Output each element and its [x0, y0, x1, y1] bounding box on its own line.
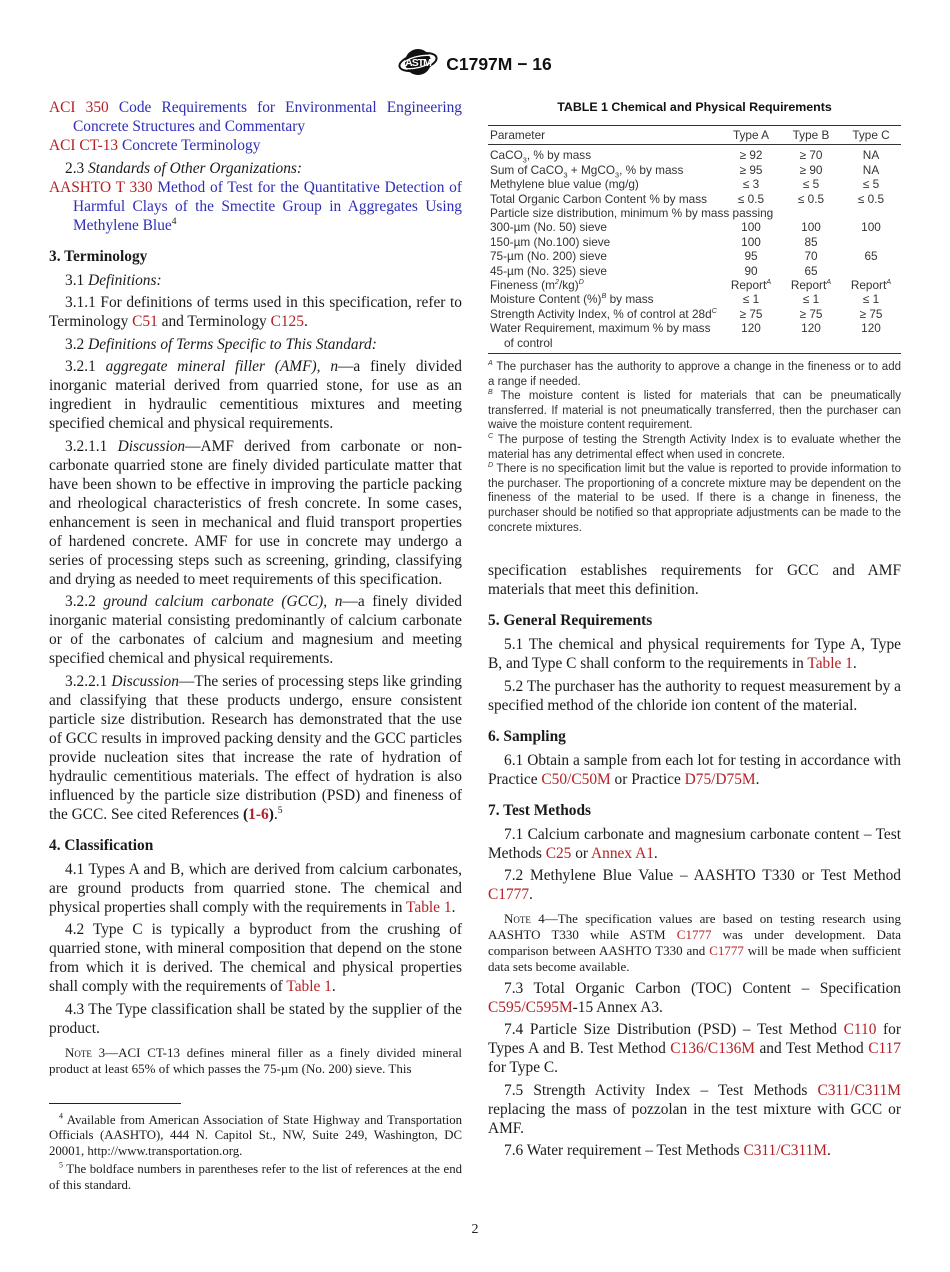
paragraph-6-1 [488, 751, 901, 789]
table-row [488, 177, 901, 191]
value-cell [841, 278, 901, 292]
section-heading-terminology: 3. Terminology [49, 247, 148, 265]
parameter-cell: Total Organic Carbon Content % by mass [490, 191, 708, 206]
value-cell: 100 [801, 220, 821, 235]
text-segment: 3.2.1.1 [65, 437, 118, 455]
table-header [488, 126, 901, 145]
text-segment: Standards of Other Organizations: [88, 159, 303, 177]
value-cell: 120 [861, 321, 881, 336]
column-header-type-a: Type A [721, 126, 781, 145]
table-row [488, 307, 901, 321]
parameter-cell: 300-µm (No. 50) sieve [490, 220, 607, 235]
parameter-cell [488, 162, 721, 180]
text-segment: 7.1 Calcium carbonate and magnesium carbonate content – Test Methods [488, 825, 901, 862]
text-segment: Note 3 [65, 1044, 106, 1060]
reference-link[interactable]: C595/C595M [488, 998, 573, 1016]
text-segment: . [653, 844, 658, 862]
text-segment: 7.2 Methylene Blue Value – AASHTO T330 or Test Method [504, 867, 901, 885]
reference-link[interactable]: 1-6 [248, 805, 269, 823]
text-segment: Report [730, 278, 767, 293]
section-heading-general-requirements: 5. General Requirements [488, 612, 653, 630]
text-segment: A [886, 277, 892, 287]
right-column [488, 98, 901, 1195]
section-heading-sampling: 6. Sampling [488, 727, 566, 745]
reference-link[interactable]: C50/C50M [541, 770, 611, 788]
text-segment: and Terminology [157, 313, 271, 330]
text-segment: B [488, 388, 493, 397]
note-4 [488, 911, 901, 975]
text-segment: A [488, 359, 493, 368]
parameter-cell: Methylene blue value (mg/g) [490, 177, 639, 192]
table-header-row [488, 126, 901, 145]
reference-link[interactable]: Code Requirements for Environmental Engineering Concrete Structures and Commentary [73, 99, 462, 135]
text-segment: C [488, 432, 494, 441]
paragraph-7-3 [488, 979, 901, 1017]
text-segment: Definitions: [88, 271, 162, 289]
text-segment: 7.3 Total Organic Carbon (TOC) Content – Specification [504, 979, 901, 997]
text-segment: for Types A and B. Test Method [488, 1021, 901, 1058]
text-segment: C [711, 305, 717, 315]
text-segment: —ACI CT-13 defines mineral filler as a finely divided mineral product at least 65% of which passes the 75-µm (No. 200) sieve. This [49, 1044, 462, 1076]
parameter-cell: 75-µm (No. 200) sieve [490, 249, 607, 264]
table-footnotes [488, 360, 901, 535]
text-segment: Note 4 [504, 911, 545, 927]
text-segment: 2.3 [65, 159, 89, 177]
text-segment: , % by mass [526, 148, 592, 163]
reference-link[interactable]: ACI CT-13 [49, 137, 122, 154]
value-cell: ≤ 0.5 [797, 191, 825, 206]
paragraph-3-2-1-1 [49, 437, 462, 589]
text-segment: The purpose of testing the Strength Activity Index is to evaluate whether the material has any detrimental effect when used in concrete. [488, 434, 901, 461]
table-footnote-d [488, 462, 901, 535]
reference-link[interactable]: Table 1 [807, 655, 853, 673]
paragraph-4-2 [49, 920, 462, 996]
text-segment: D [488, 461, 494, 470]
reference-link[interactable]: Method of Test for the Quantitative Detection of Harmful Clays of the Smectite Group in Aggregates Using Methylene Blue [73, 178, 462, 234]
text-segment: 3.2.2.1 [65, 672, 112, 690]
value-cell [781, 278, 841, 292]
reference-link[interactable]: C1777 [709, 943, 744, 959]
value-cell: ≥ 70 [799, 148, 823, 163]
text-segment: 3.2 [65, 335, 89, 353]
value-cell: 65 [864, 249, 878, 264]
value-cell: 120 [741, 321, 761, 336]
text-segment: aggregate mineral filler (AMF), n [105, 358, 339, 375]
table-body [488, 145, 901, 354]
text-segment: 4.1 Types A and B, which are derived from calcium carbonates, are ground products from quarried stone. The chemical and physical properties shall comply with the requirements in [49, 860, 462, 916]
paragraph-3-1-1 [49, 293, 462, 331]
parameter-cell [488, 278, 721, 292]
value-cell: ≤ 0.5 [857, 191, 885, 206]
text-segment: specification establishes requirements for GCC and AMF materials that meet this definition. [488, 562, 901, 599]
value-cell: 100 [741, 220, 761, 235]
text-segment: Discussion [111, 672, 179, 690]
footnote-block [49, 1103, 462, 1194]
reference-entry-aci350 [49, 98, 462, 136]
value-cell: 100 [861, 220, 881, 235]
text-segment: /kg) [558, 278, 579, 293]
value-cell [841, 235, 901, 249]
table-1 [488, 98, 901, 535]
text-segment: Definitions of Terms Specific to This Standard: [88, 335, 377, 353]
text-segment: —The specification values are based on testing research using AASHTO T330 while ASTM [488, 911, 901, 943]
text-segment: will be made when sufficient data sets become available. [488, 943, 901, 975]
text-segment: —The series of processing steps like grinding and classifying that these products undergo, ensure consistent particle size distribution. Research has demonstrated that the use of GCC results in improved packing density and the GCC particles provide nucleation sites that increase the rate of hydration of hydraulic cementitious materials. The effect of hydration is also influenced by the particle size distribution (PSD) and fineness of the GCC. See cited References [49, 672, 463, 823]
paragraph-4-1 [49, 860, 462, 917]
table-row [488, 220, 901, 234]
value-cell: 85 [804, 234, 818, 249]
text-segment: Moisture Content (%) [490, 292, 602, 307]
text-segment: —a finely divided inorganic material derived from quarried stone, for use as an ingredient in hydraulic cementitious mixtures and meeting specified chemical and physical requirements. [49, 358, 462, 432]
text-segment: 3.2.1 [65, 358, 106, 375]
table-row [488, 163, 901, 177]
value-cell: ≤ 3 [742, 177, 760, 192]
table-footnote-a [488, 360, 901, 389]
text-segment: ground calcium carbonate (GCC), n [103, 593, 343, 610]
text-segment: was under development. Data comparison between AASHTO T330 and [488, 927, 901, 959]
text-segment: 2 [554, 277, 559, 287]
parameter-cell: 45-µm (No. 325) sieve [490, 263, 607, 278]
table-span-cell: Particle size distribution, minimum % by mass passing [490, 206, 774, 221]
table-row [488, 145, 901, 163]
svg-text:ASTM: ASTM [405, 57, 432, 69]
text-segment: ( [243, 805, 249, 823]
column-header-parameter: Parameter [488, 126, 721, 145]
parameter-cell [488, 307, 721, 321]
reference-link[interactable]: C1777 [676, 927, 712, 943]
value-cell [721, 278, 781, 292]
table-row [488, 206, 901, 220]
paragraph-5-2 [488, 677, 901, 715]
reference-entry-acict13 [49, 136, 462, 155]
page-header [0, 0, 950, 85]
text-segment: -15 Annex A3. [572, 998, 663, 1016]
value-cell: 120 [801, 321, 821, 336]
table-row [488, 264, 901, 278]
reference-entry-aashto [49, 178, 462, 235]
text-segment: D [578, 277, 584, 287]
table-row [488, 278, 901, 292]
text-segment: B [601, 291, 607, 301]
parameter-cell: 150-µm (No.100) sieve [490, 234, 611, 249]
astm-logo-icon [398, 44, 438, 85]
text-segment: Available from American Association of State Highway and Transportation Officials (AASHTO), 444 N. Capitol St., NW, Suite 249, Washington, DC 20001, http://www.transportation.org. [49, 1112, 462, 1159]
text-segment: 3 [615, 170, 620, 180]
column-header-type-b: Type B [781, 126, 841, 145]
value-cell: ≥ 95 [739, 162, 763, 177]
text-segment: The moisture content is listed for materials that can be pneumatically transferred. If material is not pneumatically transferred, then the purchaser can waive the moisture content requirement. [488, 390, 901, 432]
value-cell: 95 [744, 249, 758, 264]
value-cell: NA [862, 162, 880, 177]
text-segment: 5.2 The purchaser has the authority to request measurement by a specified method of the chloride ion content of the material. [488, 677, 901, 714]
note-3 [49, 1045, 462, 1077]
text-segment: A [826, 277, 832, 287]
text-segment: 3.2.2 [65, 593, 104, 610]
paragraph-2-3 [49, 159, 462, 178]
text-segment: + MgCO [567, 162, 616, 177]
text-segment: Sum of CaCO [490, 162, 564, 177]
reference-link[interactable]: C51 [132, 313, 158, 330]
table-row [488, 249, 901, 263]
text-segment: by mass [606, 292, 654, 307]
parameter-cell [488, 145, 721, 163]
section-heading-test-methods: 7. Test Methods [488, 801, 592, 819]
reference-link[interactable]: C125 [270, 313, 304, 330]
footnote-4 [49, 1113, 462, 1160]
paragraph-3-1 [49, 271, 462, 290]
reference-link[interactable]: Table 1 [406, 898, 452, 916]
parameter-cell: Water Requirement, maximum % by mass of control [490, 321, 711, 350]
reference-link[interactable]: C1777 [488, 886, 530, 904]
table-row [488, 292, 901, 306]
two-column-layout [0, 85, 950, 1195]
table-row [488, 321, 901, 353]
reference-link[interactable]: D75/D75M [684, 770, 756, 788]
table-footnote-c [488, 433, 901, 462]
reference-link[interactable]: C311/C311M [743, 1142, 827, 1160]
text-segment: or Practice [610, 770, 685, 788]
value-cell: 90 [744, 263, 758, 278]
text-segment: 3 [563, 170, 568, 180]
reference-link[interactable]: ACI 350 [49, 99, 119, 116]
text-segment: Fineness (m [490, 278, 555, 293]
footnote-5 [49, 1162, 462, 1194]
text-segment: Discussion [117, 437, 186, 455]
reference-link[interactable]: AASHTO T 330 [49, 178, 158, 196]
page-number: 2 [471, 1222, 479, 1237]
text-segment: —a finely divided inorganic material consisting predominantly of calcium carbonate or of the carbonates of calcium and magnesium and meeting specified chemical and physical requirements. [49, 593, 462, 667]
value-cell: 65 [804, 263, 818, 278]
value-cell: ≤ 1 [742, 292, 760, 307]
text-segment: 3.1 [65, 271, 89, 289]
text-segment: The boldface numbers in parentheses refer to the list of references at the end of this standard. [49, 1161, 462, 1192]
value-cell: ≥ 92 [739, 148, 763, 163]
text-segment: replacing the mass of pozzolan in the test mixture with GCC or AMF. [488, 1100, 901, 1137]
table-row [488, 192, 901, 206]
value-cell: ≤ 5 [802, 177, 820, 192]
text-segment: . [451, 898, 456, 916]
value-cell: 100 [741, 234, 761, 249]
reference-link[interactable]: C311/C311M [817, 1081, 901, 1099]
text-segment: , % by mass [619, 162, 684, 177]
reference-link[interactable]: C117 [868, 1040, 901, 1058]
value-cell: 70 [804, 249, 818, 264]
text-segment: A [766, 277, 772, 287]
text-segment: 3.1.1 For definitions of terms used in this specification, refer to Terminology [49, 294, 462, 330]
reference-link[interactable]: C25 [545, 844, 572, 862]
paragraph-7-1 [488, 825, 901, 863]
text-segment: 5 [277, 804, 283, 816]
text-segment: . [331, 978, 336, 995]
text-segment: 4 [171, 215, 177, 227]
paragraph-7-6 [488, 1141, 901, 1160]
value-cell: NA [862, 148, 880, 163]
text-segment: 5 [59, 1160, 63, 1170]
table-title: TABLE 1 Chemical and Physical Requirements [557, 100, 832, 114]
paragraph-4-3 [49, 1000, 462, 1038]
requirements-table [488, 125, 901, 354]
table-row [488, 235, 901, 249]
text-segment: 5.1 The chemical and physical requirements for Type A, Type B, and Type C shall conform to the requirements in [488, 636, 901, 673]
value-cell: ≤ 1 [802, 292, 820, 307]
text-segment: Report [790, 278, 827, 293]
text-segment: 4.3 The Type classification shall be stated by the supplier of the product. [49, 1000, 462, 1037]
paragraph-continuation [488, 561, 901, 599]
reference-link[interactable]: C110 [843, 1021, 877, 1039]
text-segment: 7.5 Strength Activity Index – Test Methods [504, 1081, 818, 1099]
text-segment: 7.6 Water requirement – Test Methods [504, 1142, 744, 1160]
text-segment: for Type C. [488, 1059, 559, 1077]
text-segment: Strength Activity Index, % of control at 28d [490, 306, 712, 321]
text-segment: There is no specification limit but the value is reported to provide information to the purchaser. The proportioning of a concrete mixture may be dependent on the fineness of the material to be used. If there is a change in fineness, the purchaser should be notified so that appropriate adjustments can be made to the concrete mixtures. [488, 463, 901, 534]
section-heading-classification: 4. Classification [49, 836, 154, 854]
text-segment: . [852, 655, 857, 673]
text-segment: 7.4 Particle Size Distribution (PSD) – Test Method [504, 1021, 844, 1039]
paragraph-3-2-2-1 [49, 672, 462, 824]
text-segment: CaCO [490, 148, 523, 163]
paragraph-3-2 [49, 335, 462, 354]
column-header-type-c: Type C [841, 126, 901, 145]
reference-link[interactable]: Annex A1 [591, 844, 654, 862]
value-cell: ≤ 0.5 [737, 191, 765, 206]
paragraph-3-2-1 [49, 357, 462, 433]
text-segment: 4.2 Type C is typically a byproduct from the crushing of quarried stone, with mineral composition that depend on the stone from which it is derived. The chemical and physical properties shall comply with the requirements of [49, 921, 462, 995]
text-segment: 4 [59, 1111, 63, 1121]
text-segment: and Test Method [754, 1040, 869, 1058]
text-segment: . [303, 313, 308, 330]
text-segment: 3 [522, 155, 527, 165]
text-segment: . [273, 805, 278, 823]
value-cell: ≥ 75 [739, 306, 763, 321]
paragraph-7-4 [488, 1020, 901, 1077]
value-cell: ≥ 75 [799, 306, 823, 321]
value-cell: ≥ 90 [799, 162, 823, 177]
reference-link[interactable]: Table 1 [286, 978, 332, 995]
table-footnote-b [488, 389, 901, 433]
paragraph-7-2 [488, 866, 901, 904]
value-cell: ≥ 75 [859, 306, 883, 321]
value-cell: ≤ 1 [862, 292, 880, 307]
paragraph-5-1 [488, 635, 901, 673]
text-segment: or [571, 844, 592, 862]
paragraph-7-5 [488, 1081, 901, 1138]
text-segment: . [755, 770, 760, 788]
text-segment: . [827, 1142, 831, 1160]
standard-designation: C1797M − 16 [446, 54, 552, 74]
text-segment: . [529, 886, 533, 904]
left-column [49, 98, 462, 1195]
text-segment: ) [268, 805, 274, 823]
text-segment: The purchaser has the authority to approve a change in the fineness or to add a range if needed. [488, 361, 901, 388]
parameter-cell [488, 292, 721, 306]
text-segment: —AMF derived from carbonate or non-carbonate quarried stone are finely divided particulate matter that have been shown to be effective in improving the particle packing and rheological characteristics of fresh concrete. In some cases, enhancement is seen in mechanical and fluid transport properties of hardened concrete. AMF for use in concrete may undergo a series of processing steps such as screening, grinding, classifying and drying as needed to meet requirements of this specification. [49, 437, 463, 588]
footnote-separator [49, 1103, 181, 1104]
reference-link[interactable]: Concrete Terminology [121, 137, 261, 154]
text-segment: 6.1 Obtain a sample from each lot for testing in accordance with Practice [488, 751, 901, 788]
paragraph-3-2-2 [49, 592, 462, 668]
reference-link[interactable]: C136/C136M [670, 1040, 755, 1058]
value-cell: ≤ 5 [862, 177, 880, 192]
text-segment: Report [850, 278, 887, 293]
value-cell [841, 264, 901, 278]
